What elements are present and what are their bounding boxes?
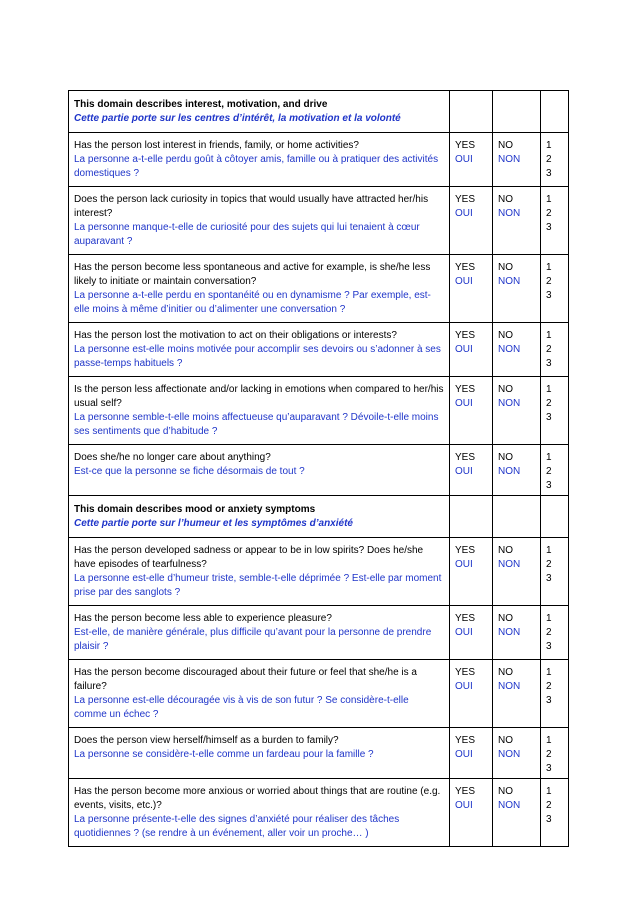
severity-score-option[interactable]: 2 <box>546 681 552 692</box>
question-cell <box>69 377 450 445</box>
severity-score-option[interactable]: 1 <box>546 452 552 463</box>
no-label-en: NO <box>498 735 513 746</box>
severity-score-cell[interactable] <box>541 133 569 187</box>
question-cell <box>69 255 450 323</box>
question-cell <box>69 538 450 606</box>
severity-score-option[interactable]: 3 <box>546 573 552 584</box>
question-cell <box>69 728 450 779</box>
answer-yes-option[interactable] <box>450 538 493 606</box>
yes-label-en: YES <box>455 667 476 678</box>
no-label-fr: NON <box>498 398 521 409</box>
yes-label-en: YES <box>455 735 476 746</box>
severity-score-cell[interactable] <box>541 728 569 779</box>
yes-label-fr: OUI <box>455 627 473 638</box>
yes-label-fr: OUI <box>455 559 473 570</box>
question-cell <box>69 133 450 187</box>
section-title-fr: Cette partie porte sur l’humeur et les symptômes d’anxiété <box>74 518 353 529</box>
severity-score-option[interactable]: 2 <box>546 800 552 811</box>
question-text-fr: La personne présente-t-elle des signes d’anxiété pour réaliser des tâches quotidiennes ? (se rendre à un événement, aller voir un proche… ) <box>74 814 400 839</box>
severity-score-option[interactable]: 1 <box>546 786 552 797</box>
question-row <box>69 606 569 660</box>
questionnaire-table <box>68 90 569 847</box>
question-cell <box>69 323 450 377</box>
no-label-en: NO <box>498 667 513 678</box>
section-header-row <box>69 496 569 538</box>
severity-score-cell[interactable] <box>541 779 569 847</box>
question-text-en: Has the person become less able to experience pleasure? <box>74 613 332 624</box>
no-label-en: NO <box>498 140 513 151</box>
question-row <box>69 323 569 377</box>
no-label-en: NO <box>498 384 513 395</box>
severity-score-option[interactable]: 1 <box>546 140 552 151</box>
question-text-fr: La personne est-elle moins motivée pour accomplir ses devoirs ou s’adonner à ses passe-temps habituels ? <box>74 344 441 369</box>
severity-score-cell[interactable] <box>541 377 569 445</box>
answer-no-option[interactable] <box>493 779 541 847</box>
question-text-fr: Est-elle, de manière générale, plus difficile qu’avant pour la personne de prendre plaisir ? <box>74 627 432 652</box>
no-label-en: NO <box>498 194 513 205</box>
answer-yes-option[interactable] <box>450 660 493 728</box>
answer-yes-option[interactable] <box>450 323 493 377</box>
question-cell <box>69 606 450 660</box>
yes-label-fr: OUI <box>455 154 473 165</box>
no-label-en: NO <box>498 452 513 463</box>
question-text-fr: La personne se considère-t-elle comme un fardeau pour la famille ? <box>74 749 374 760</box>
no-label-fr: NON <box>498 276 521 287</box>
yes-label-fr: OUI <box>455 749 473 760</box>
no-label-fr: NON <box>498 749 521 760</box>
question-cell <box>69 187 450 255</box>
answer-yes-option[interactable] <box>450 377 493 445</box>
question-text-fr: La personne manque-t-elle de curiosité pour des sujets qui lui tenaient à cœur auparavant ? <box>74 222 420 247</box>
question-text-en: Has the person lost interest in friends, family, or home activities? <box>74 140 359 151</box>
severity-score-option[interactable]: 2 <box>546 208 552 219</box>
question-cell <box>69 445 450 496</box>
severity-score-option[interactable]: 1 <box>546 735 552 746</box>
yes-label-fr: OUI <box>455 344 473 355</box>
severity-score-option[interactable]: 1 <box>546 384 552 395</box>
severity-score-option[interactable]: 2 <box>546 276 552 287</box>
yes-label-en: YES <box>455 384 476 395</box>
no-label-en: NO <box>498 262 513 273</box>
yes-label-en: YES <box>455 786 476 797</box>
yes-label-fr: OUI <box>455 208 473 219</box>
yes-label-en: YES <box>455 452 476 463</box>
severity-score-option[interactable]: 1 <box>546 667 552 678</box>
yes-label-fr: OUI <box>455 466 473 477</box>
yes-label-fr: OUI <box>455 800 473 811</box>
question-row <box>69 779 569 847</box>
answer-yes-option[interactable] <box>450 728 493 779</box>
severity-score-cell[interactable] <box>541 606 569 660</box>
severity-score-option[interactable]: 2 <box>546 466 552 477</box>
answer-no-option[interactable] <box>493 538 541 606</box>
severity-score-option[interactable]: 1 <box>546 613 552 624</box>
severity-score-option[interactable]: 2 <box>546 398 552 409</box>
severity-score-option[interactable]: 3 <box>546 480 552 491</box>
no-label-en: NO <box>498 545 513 556</box>
question-text-en: Has the person lost the motivation to act on their obligations or interests? <box>74 330 397 341</box>
question-text-fr: La personne a-t-elle perdu goût à côtoyer amis, famille ou à pratiquer des activités domestiques ? <box>74 154 439 179</box>
answer-no-option[interactable] <box>493 606 541 660</box>
severity-score-option[interactable]: 1 <box>546 330 552 341</box>
question-cell <box>69 779 450 847</box>
question-text-fr: La personne semble-t-elle moins affectueuse qu’auparavant ? Dévoile-t-elle moins ses sentiments que d’habitude ? <box>74 412 439 437</box>
section-header-empty-cell <box>541 91 569 133</box>
severity-score-option[interactable]: 2 <box>546 154 552 165</box>
question-row <box>69 538 569 606</box>
question-row <box>69 133 569 187</box>
yes-label-en: YES <box>455 545 476 556</box>
no-label-fr: NON <box>498 344 521 355</box>
answer-no-option[interactable] <box>493 133 541 187</box>
answer-no-option[interactable] <box>493 187 541 255</box>
section-header-empty-cell <box>541 496 569 538</box>
answer-yes-option[interactable] <box>450 606 493 660</box>
answer-yes-option[interactable] <box>450 133 493 187</box>
question-text-en: Has the person become less spontaneous and active for example, is she/he less likely to initiate or maintain conversation? <box>74 262 431 287</box>
severity-score-cell[interactable] <box>541 660 569 728</box>
question-text-en: Does the person lack curiosity in topics that would usually have attracted her/his interest? <box>74 194 429 219</box>
section-title-en: This domain describes interest, motivation, and drive <box>74 99 328 110</box>
no-label-fr: NON <box>498 154 521 165</box>
answer-yes-option[interactable] <box>450 779 493 847</box>
answer-no-option[interactable] <box>493 445 541 496</box>
no-label-fr: NON <box>498 466 521 477</box>
no-label-fr: NON <box>498 800 521 811</box>
question-text-fr: La personne a-t-elle perdu en spontanéité ou en dynamisme ? Par exemple, est-elle moins à même d’initier ou d’alimenter une conversation ? <box>74 290 431 315</box>
section-header <box>69 91 450 133</box>
severity-score-option[interactable]: 3 <box>546 222 552 233</box>
no-label-en: NO <box>498 786 513 797</box>
severity-score-cell[interactable] <box>541 445 569 496</box>
yes-label-fr: OUI <box>455 276 473 287</box>
yes-label-en: YES <box>455 262 476 273</box>
answer-no-option[interactable] <box>493 255 541 323</box>
question-text-en: Does she/he no longer care about anything? <box>74 452 271 463</box>
severity-score-option[interactable]: 1 <box>546 545 552 556</box>
severity-score-cell[interactable] <box>541 255 569 323</box>
severity-score-option[interactable]: 3 <box>546 814 552 825</box>
question-row <box>69 445 569 496</box>
severity-score-option[interactable]: 2 <box>546 749 552 760</box>
severity-score-option[interactable]: 1 <box>546 262 552 273</box>
question-row <box>69 660 569 728</box>
question-text-en: Has the person developed sadness or appear to be in low spirits? Does he/she have episodes of tearfulness? <box>74 545 424 570</box>
question-text-en: Is the person less affectionate and/or lacking in emotions when compared to her/his usual self? <box>74 384 444 409</box>
severity-score-option[interactable]: 3 <box>546 695 552 706</box>
severity-score-option[interactable]: 1 <box>546 194 552 205</box>
no-label-fr: NON <box>498 681 521 692</box>
question-text-fr: Est-ce que la personne se fiche désormais de tout ? <box>74 466 305 477</box>
question-text-en: Has the person become discouraged about their future or feel that she/he is a failure? <box>74 667 417 692</box>
severity-score-cell[interactable] <box>541 538 569 606</box>
question-text-fr: La personne est-elle d’humeur triste, semble-t-elle déprimée ? Est-elle par moment prise par des sanglots ? <box>74 573 442 598</box>
section-header-empty-cell <box>493 496 541 538</box>
section-header-row <box>69 91 569 133</box>
answer-no-option[interactable] <box>493 728 541 779</box>
severity-score-option[interactable]: 3 <box>546 290 552 301</box>
questionnaire-body <box>69 91 569 847</box>
yes-label-en: YES <box>455 613 476 624</box>
no-label-fr: NON <box>498 208 521 219</box>
section-header-empty-cell <box>450 91 493 133</box>
section-title-en: This domain describes mood or anxiety symptoms <box>74 504 316 515</box>
yes-label-fr: OUI <box>455 398 473 409</box>
question-text-en: Does the person view herself/himself as a burden to family? <box>74 735 339 746</box>
question-text-fr: La personne est-elle découragée vis à vis de son futur ? Se considère-t-elle comme un échec ? <box>74 695 409 720</box>
severity-score-option[interactable]: 2 <box>546 627 552 638</box>
no-label-en: NO <box>498 330 513 341</box>
question-text-en: Has the person become more anxious or worried about things that are routine (e.g. events, visits, etc.)? <box>74 786 441 811</box>
yes-label-en: YES <box>455 140 476 151</box>
severity-score-option[interactable]: 3 <box>546 641 552 652</box>
severity-score-cell[interactable] <box>541 323 569 377</box>
severity-score-option[interactable]: 3 <box>546 763 552 774</box>
section-header-empty-cell <box>450 496 493 538</box>
question-row <box>69 255 569 323</box>
answer-yes-option[interactable] <box>450 255 493 323</box>
no-label-fr: NON <box>498 559 521 570</box>
severity-score-cell[interactable] <box>541 187 569 255</box>
yes-label-fr: OUI <box>455 681 473 692</box>
no-label-fr: NON <box>498 627 521 638</box>
question-cell <box>69 660 450 728</box>
answer-yes-option[interactable] <box>450 187 493 255</box>
question-row <box>69 187 569 255</box>
severity-score-option[interactable]: 2 <box>546 344 552 355</box>
question-row <box>69 377 569 445</box>
section-title-fr: Cette partie porte sur les centres d’intérêt, la motivation et la volonté <box>74 113 401 124</box>
answer-yes-option[interactable] <box>450 445 493 496</box>
section-header <box>69 496 450 538</box>
severity-score-option[interactable]: 2 <box>546 559 552 570</box>
yes-label-en: YES <box>455 194 476 205</box>
answer-no-option[interactable] <box>493 323 541 377</box>
section-header-empty-cell <box>493 91 541 133</box>
severity-score-option[interactable]: 3 <box>546 358 552 369</box>
severity-score-option[interactable]: 3 <box>546 412 552 423</box>
yes-label-en: YES <box>455 330 476 341</box>
no-label-en: NO <box>498 613 513 624</box>
answer-no-option[interactable] <box>493 377 541 445</box>
question-row <box>69 728 569 779</box>
severity-score-option[interactable]: 3 <box>546 168 552 179</box>
answer-no-option[interactable] <box>493 660 541 728</box>
